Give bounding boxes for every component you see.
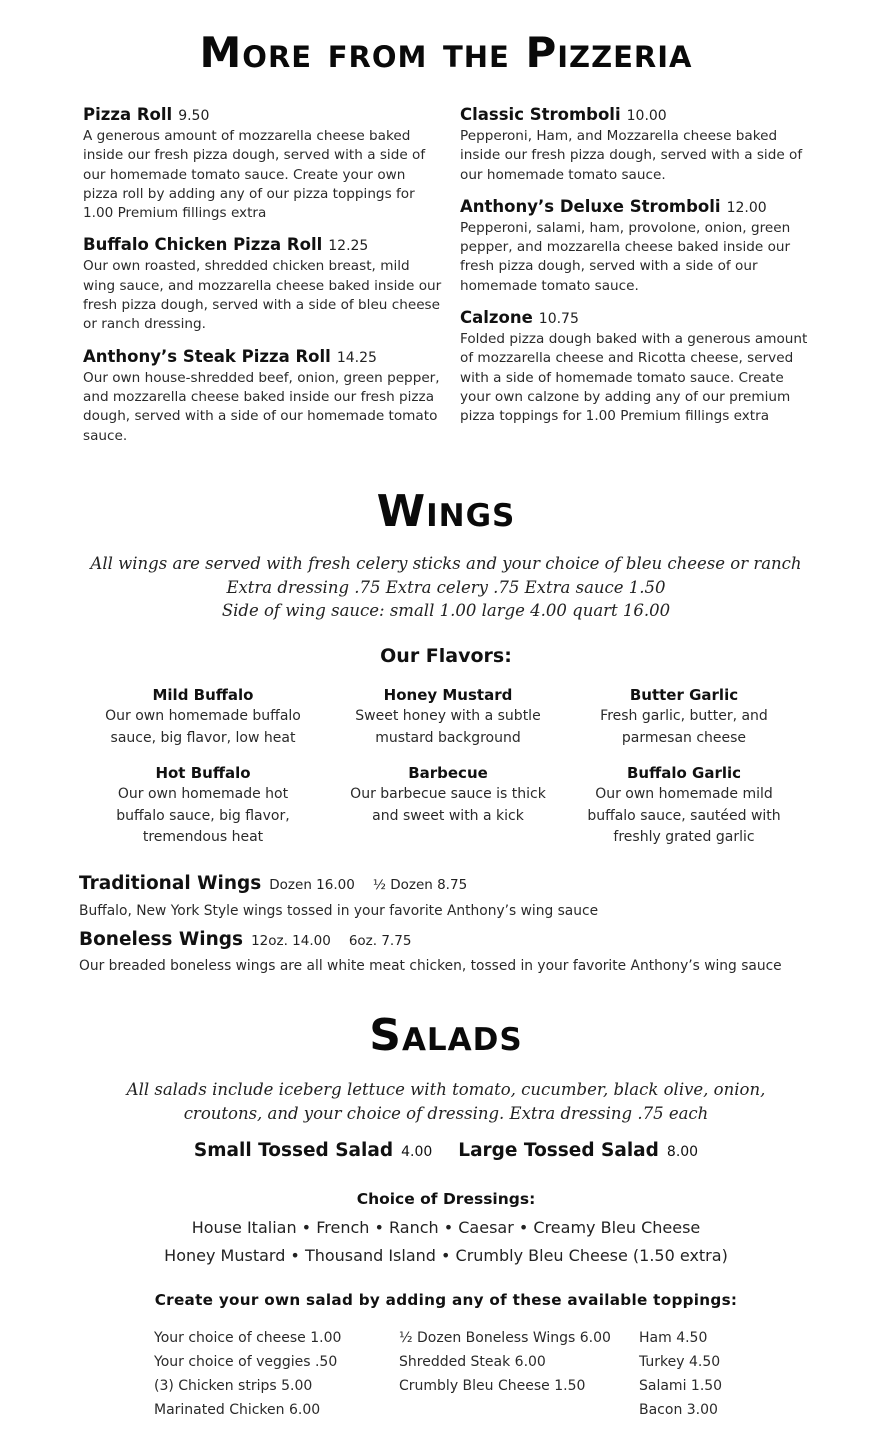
salad-name: Large Tossed Salad bbox=[458, 1140, 659, 1161]
traditional-wings-row bbox=[79, 873, 467, 894]
item-name: Anthony’s Deluxe Stromboli bbox=[460, 196, 721, 216]
wing-name: Boneless Wings bbox=[79, 929, 244, 950]
flavor-desc: Fresh garlic, butter, and bbox=[600, 708, 768, 724]
item-price: 10.75 bbox=[538, 311, 579, 328]
flavors-title: Our Flavors: bbox=[380, 645, 512, 667]
toppings-column bbox=[639, 1326, 722, 1422]
item-price: 12.00 bbox=[726, 199, 767, 216]
item-price: 14.25 bbox=[336, 349, 377, 366]
wing-price: 6oz. 7.75 bbox=[348, 933, 412, 949]
salads-intro bbox=[0, 1078, 892, 1125]
wing-price: ½ Dozen 8.75 bbox=[372, 877, 468, 893]
salad-name: Small Tossed Salad bbox=[193, 1140, 394, 1161]
flavor-barbecue bbox=[338, 762, 558, 827]
flavor-name: Barbecue bbox=[408, 764, 488, 782]
flavor-mild-buffalo bbox=[93, 684, 313, 749]
item-description: A generous amount of mozzarella cheese baked inside our fresh pizza dough, served with a side of our homemade tomato sauce. Create your own pizza roll by adding any of our pizza toppings for 1.00 Premium fillings extra bbox=[83, 128, 426, 222]
flavor-desc: parmesan cheese bbox=[621, 729, 747, 746]
toppings-title: Create your own salad by adding any of these available toppings: bbox=[154, 1291, 738, 1309]
topping-item: Shredded Steak 6.00 bbox=[399, 1354, 546, 1370]
boneless-wings-row bbox=[79, 929, 411, 950]
item-name: Classic Stromboli bbox=[460, 105, 621, 124]
topping-item: Turkey 4.50 bbox=[639, 1354, 721, 1370]
menu-item-pizza-roll bbox=[83, 104, 443, 223]
flavor-name: Hot Buffalo bbox=[155, 764, 251, 782]
topping-item: Ham 4.50 bbox=[639, 1330, 708, 1346]
pizzeria-left-column bbox=[83, 104, 443, 457]
flavor-butter-garlic bbox=[574, 684, 794, 749]
menu-item-buffalo-chicken-pizza-roll bbox=[83, 234, 443, 334]
item-description: Our own roasted, shredded chicken breast, mild wing sauce, and mozzarella cheese baked inside our fresh pizza dough, served with a side of bleu cheese or ranch dressing. bbox=[83, 258, 442, 333]
wings-title: Wings bbox=[376, 486, 516, 537]
item-name: Calzone bbox=[460, 308, 533, 328]
flavor-desc: Our own homemade mild bbox=[595, 786, 773, 802]
wing-name: Traditional Wings bbox=[79, 873, 262, 894]
flavor-desc: and sweet with a kick bbox=[372, 807, 524, 824]
wings-intro-line: All wings are served with fresh celery sticks and your choice of bleu cheese or ranch bbox=[90, 554, 802, 573]
menu-item-steak-pizza-roll bbox=[83, 346, 443, 446]
dressings-line: Honey Mustard • Thousand Island • Crumbly Bleu Cheese (1.50 extra) bbox=[164, 1246, 728, 1265]
wing-price: Dozen 16.00 bbox=[269, 877, 355, 893]
topping-item: Salami 1.50 bbox=[639, 1378, 723, 1394]
item-name: Pizza Roll bbox=[83, 105, 173, 124]
salads-title: Salads bbox=[369, 1010, 523, 1061]
wings-intro-line: Side of wing sauce: small 1.00 large 4.00 quart 16.00 bbox=[221, 601, 671, 620]
item-description: Our own house-shredded beef, onion, green pepper, and mozzarella cheese baked inside our fresh pizza dough, served with a side of our homemade tomato sauce. bbox=[83, 369, 440, 444]
flavor-name: Buffalo Garlic bbox=[626, 764, 742, 782]
item-name: Buffalo Chicken Pizza Roll bbox=[83, 235, 323, 255]
topping-item: ½ Dozen Boneless Wings 6.00 bbox=[399, 1330, 611, 1346]
dressings-line: House Italian • French • Ranch • Caesar • Creamy Bleu Cheese bbox=[191, 1218, 701, 1237]
topping-item: Marinated Chicken 6.00 bbox=[154, 1402, 321, 1418]
pizzeria-title: More from the Pizzeria bbox=[199, 28, 693, 77]
flavor-desc: Our barbecue sauce is thick bbox=[350, 786, 546, 802]
flavor-desc: Our own homemade hot bbox=[117, 786, 289, 802]
toppings-column bbox=[154, 1326, 341, 1422]
tossed-salads-row bbox=[0, 1140, 892, 1161]
topping-item: Bacon 3.00 bbox=[639, 1402, 718, 1418]
menu-item-deluxe-stromboli bbox=[460, 196, 816, 296]
flavor-desc: mustard background bbox=[375, 729, 521, 746]
item-price: 12.25 bbox=[328, 238, 369, 255]
menu-item-calzone bbox=[460, 307, 816, 426]
salad-price: 8.00 bbox=[666, 1144, 699, 1160]
topping-item: (3) Chicken strips 5.00 bbox=[154, 1378, 313, 1394]
toppings-column bbox=[399, 1326, 611, 1398]
flavor-honey-mustard bbox=[338, 684, 558, 749]
wings-intro-line: Extra dressing .75 Extra celery .75 Extra sauce 1.50 bbox=[226, 577, 666, 597]
flavor-name: Honey Mustard bbox=[383, 686, 513, 704]
flavor-desc: Our own homemade buffalo bbox=[105, 708, 301, 724]
traditional-wings-desc: Buffalo, New York Style wings tossed in your favorite Anthony’s wing sauce bbox=[79, 903, 599, 919]
topping-item: Crumbly Bleu Cheese 1.50 bbox=[399, 1378, 586, 1394]
item-price: 9.50 bbox=[178, 108, 210, 124]
flavor-desc: buffalo sauce, big flavor, bbox=[116, 807, 290, 824]
salads-intro-line: croutons, and your choice of dressing. Extra dressing .75 each bbox=[183, 1103, 709, 1123]
flavor-name: Mild Buffalo bbox=[152, 686, 254, 704]
item-name: Anthony’s Steak Pizza Roll bbox=[83, 346, 331, 366]
wings-intro bbox=[0, 552, 892, 623]
flavor-hot-buffalo bbox=[93, 762, 313, 849]
topping-item: Your choice of cheese 1.00 bbox=[154, 1330, 342, 1346]
flavor-desc: buffalo sauce, sautéed with bbox=[587, 807, 781, 824]
topping-item: Your choice of veggies .50 bbox=[154, 1354, 338, 1370]
salad-price: 4.00 bbox=[401, 1144, 433, 1160]
item-description: Pepperoni, Ham, and Mozzarella cheese baked inside our fresh pizza dough, served with a side of our homemade tomato sauce. bbox=[460, 128, 803, 183]
flavor-desc: sauce, big flavor, low heat bbox=[110, 729, 296, 746]
flavor-desc: tremendous heat bbox=[142, 829, 264, 845]
item-description: Pepperoni, salami, ham, provolone, onion, green pepper, and mozzarella cheese baked inside our fresh pizza dough, served with a side of our homemade tomato sauce. bbox=[460, 219, 791, 294]
flavor-desc: freshly grated garlic bbox=[613, 829, 755, 845]
item-description: Folded pizza dough baked with a generous amount of mozzarella cheese and Ricotta cheese, served with a side of homemade tomato sauce. Create your own calzone by adding any of our premium pizza toppings for 1.00 Premium fillings extra bbox=[460, 331, 808, 425]
flavor-buffalo-garlic bbox=[574, 762, 794, 849]
flavor-name: Butter Garlic bbox=[629, 686, 739, 704]
boneless-wings-desc: Our breaded boneless wings are all white meat chicken, tossed in your favorite Anthony’s wing sauce bbox=[79, 958, 782, 974]
wing-price: 12oz. 14.00 bbox=[251, 933, 331, 949]
item-price: 10.00 bbox=[626, 108, 667, 124]
pizzeria-right-column bbox=[460, 104, 816, 438]
dressings-title: Choice of Dressings: bbox=[356, 1190, 536, 1208]
flavor-desc: Sweet honey with a subtle bbox=[355, 708, 541, 724]
salads-intro-line: All salads include iceberg lettuce with tomato, cucumber, black olive, onion, bbox=[126, 1080, 766, 1099]
menu-item-classic-stromboli bbox=[460, 104, 816, 185]
